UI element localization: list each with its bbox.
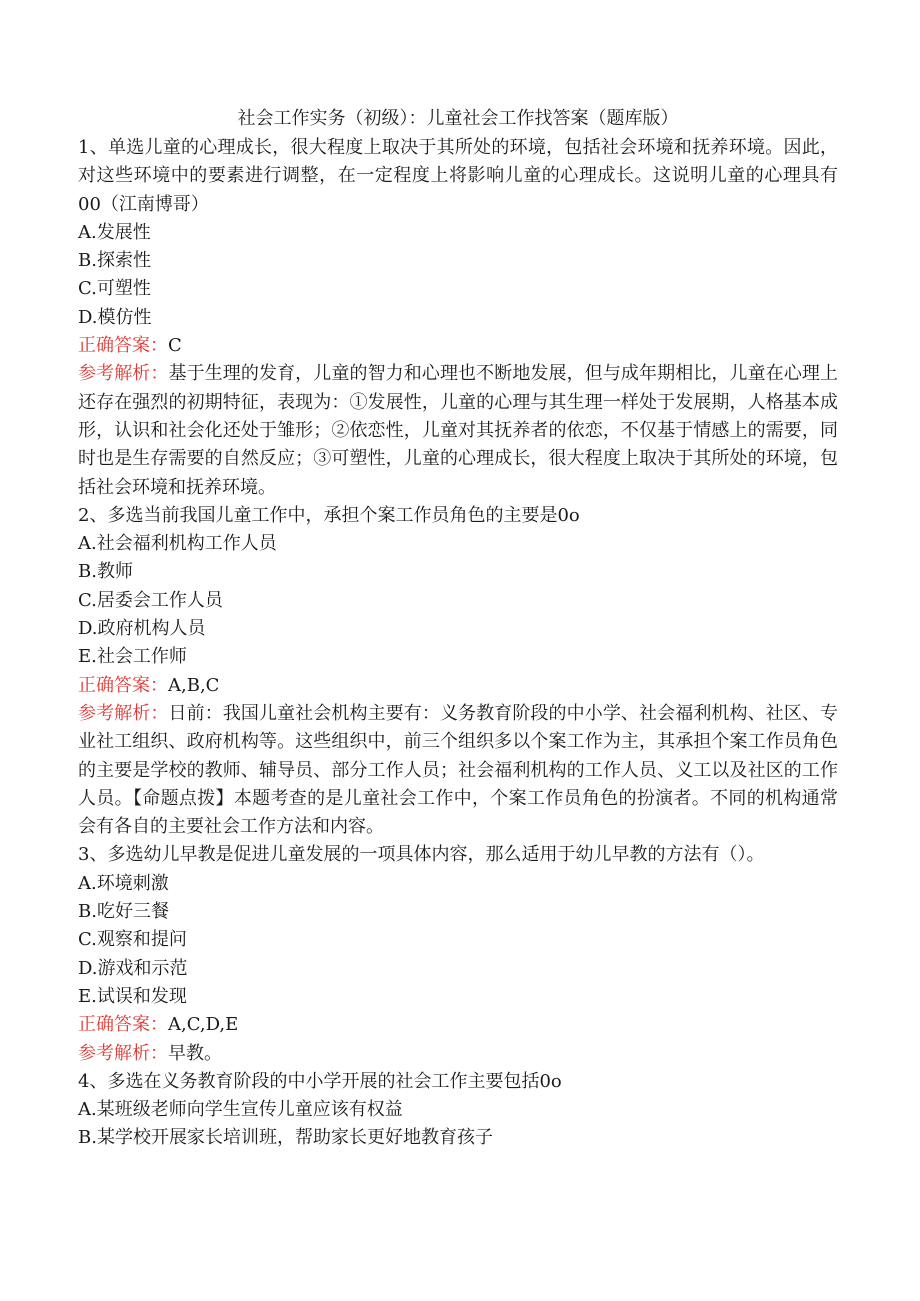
analysis-row xyxy=(78,1040,838,1068)
answer-label: 正确答案： xyxy=(78,335,168,357)
document-page xyxy=(78,104,838,1153)
option: D.政府机构人员 xyxy=(78,618,206,640)
option: E.社会工作师 xyxy=(78,646,187,668)
answer-row xyxy=(78,672,838,700)
answer-label: 正确答案： xyxy=(78,674,168,696)
answer-value: A,B,C xyxy=(168,674,220,696)
option: C.观察和提问 xyxy=(78,929,187,951)
answer-value: C xyxy=(168,335,182,357)
analysis-row xyxy=(78,700,838,841)
answer-label: 正确答案： xyxy=(78,1014,168,1036)
analysis-label: 参考解析： xyxy=(78,363,169,385)
question-stem: 3、多选幼儿早教是促进儿童发展的一项具体内容，那么适用于幼儿早教的方法有（）。 xyxy=(78,844,765,866)
answer-row xyxy=(78,1011,838,1039)
option: C.居委会工作人员 xyxy=(78,589,223,611)
analysis-label: 参考解析： xyxy=(78,1042,168,1064)
option: C.可塑性 xyxy=(78,278,151,300)
question-stem: 1、单选儿童的心理成长，很大程度上取决于其所处的环境，包括社会环境和抚养环境。因此，对这些环境中的要素进行调整，在一定程度上将影响儿童的心理成长。这说明儿童的心理具有00（江南博哥） xyxy=(78,137,838,215)
analysis-text: 基于生理的发育，儿童的智力和心理也不断地发展，但与成年期相比，儿童在心理上还存在强烈的初期特征，表现为：①发展性，儿童的心理与其生理一样处于发展期，人格基本成形，认识和社会化还处于雏形；②依恋性，儿童对其抚养者的依恋，不仅基于情感上的需要，同时也是生存需要的自然反应；③可塑性，儿童的心理成长，很大程度上取决于其所处的环境，包括社会环境和抚养环境。 xyxy=(78,363,839,498)
question-2 xyxy=(78,502,838,842)
question-4 xyxy=(78,1068,838,1153)
option: D.游戏和示范 xyxy=(78,957,188,979)
question-1 xyxy=(78,134,838,502)
option: A.社会福利机构工作人员 xyxy=(78,533,277,555)
option: A.环境刺激 xyxy=(78,872,169,894)
question-3 xyxy=(78,841,838,1067)
answer-value: A,C,D,E xyxy=(168,1014,239,1036)
answer-row xyxy=(78,332,838,360)
option: B.某学校开展家长培训班，帮助家长更好地教育孩子 xyxy=(78,1127,493,1149)
document-title: 社会工作实务（初级）：儿童社会工作找答案（题库版） xyxy=(237,108,679,129)
analysis-text: 早教。 xyxy=(168,1042,222,1064)
option: B.吃好三餐 xyxy=(78,901,169,923)
option: B.探索性 xyxy=(78,250,151,272)
question-stem: 2、多选当前我国儿童工作中，承担个案工作员角色的主要是0o xyxy=(78,504,580,526)
question-stem: 4、多选在义务教育阶段的中小学开展的社会工作主要包括0o xyxy=(78,1070,562,1092)
analysis-text: 日前：我国儿童社会机构主要有：义务教育阶段的中小学、社会福利机构、社区、专业社工组织、政府机构等。这些组织中，前三个组织多以个案工作为主，其承担个案工作员角色的主要是学校的教师、辅导员、部分工作人员；社会福利机构的工作人员、义工以及社区的工作人员。【命题点拨】本题考查的是儿童社会工作中，个案工作员角色的扮演者。不同的机构通常会有各自的主要社会工作方法和内容。 xyxy=(78,702,839,838)
analysis-label: 参考解析： xyxy=(78,702,169,724)
option: A.发展性 xyxy=(78,221,151,243)
option: A.某班级老师向学生宣传儿童应该有权益 xyxy=(78,1099,403,1121)
analysis-row xyxy=(78,360,838,501)
option: D.模仿性 xyxy=(78,306,152,328)
option: B.教师 xyxy=(78,561,133,583)
option: E.试误和发现 xyxy=(78,985,187,1007)
